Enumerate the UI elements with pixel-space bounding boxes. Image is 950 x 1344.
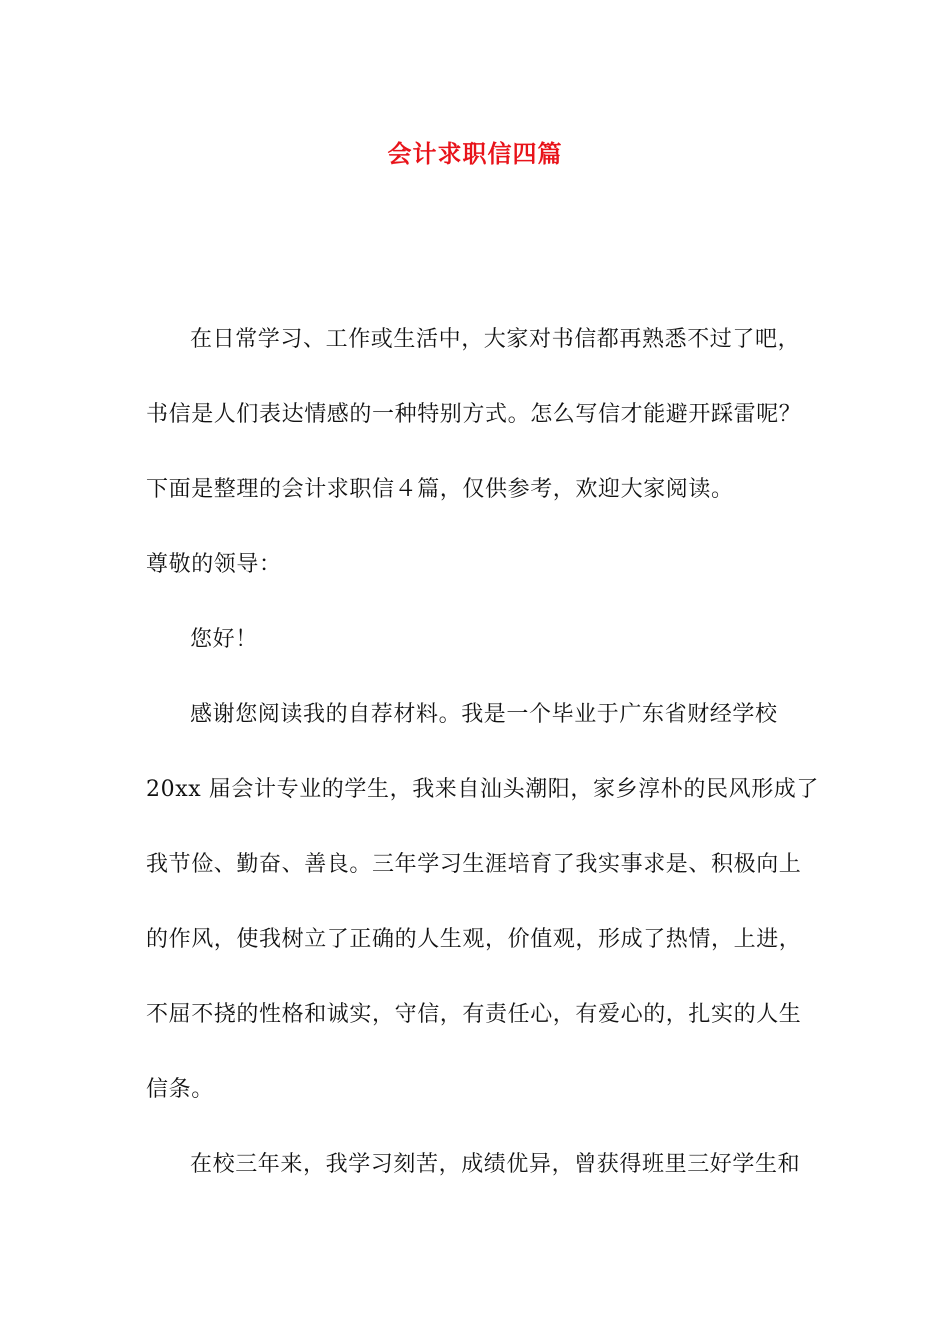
- body-line-6: 感谢您阅读我的自荐材料。我是一个毕业于广东省财经学校: [190, 702, 778, 727]
- body-line-3: 下面是整理的会计求职信４篇，仅供参考，欢迎大家阅读。: [146, 477, 734, 502]
- body-line-9: 的作风，使我树立了正确的人生观，价值观，形成了热情，上进，: [146, 927, 802, 952]
- greeting-line: 您好！: [190, 627, 258, 652]
- body-line-7: 20xx 届会计专业的学生，我来自汕头潮阳，家乡淳朴的民风形成了: [146, 777, 820, 802]
- body-line-12: 在校三年来，我学习刻苦，成绩优异，曾获得班里三好学生和: [190, 1152, 801, 1177]
- salutation-line: 尊敬的领导：: [146, 552, 282, 577]
- document-title: 会计求职信四篇: [387, 139, 563, 168]
- body-line-1: 在日常学习、工作或生活中，大家对书信都再熟悉不过了吧，: [190, 327, 801, 352]
- body-line-10: 不屈不挠的性格和诚实，守信，有责任心，有爱心的，扎实的人生: [146, 1002, 802, 1027]
- body-line-2: 书信是人们表达情感的一种特别方式。怎么写信才能避开踩雷呢？: [146, 402, 802, 427]
- body-line-11: 信条。: [146, 1077, 214, 1102]
- body-line-8: 我节俭、勤奋、善良。三年学习生涯培育了我实事求是、积极向上: [146, 852, 802, 877]
